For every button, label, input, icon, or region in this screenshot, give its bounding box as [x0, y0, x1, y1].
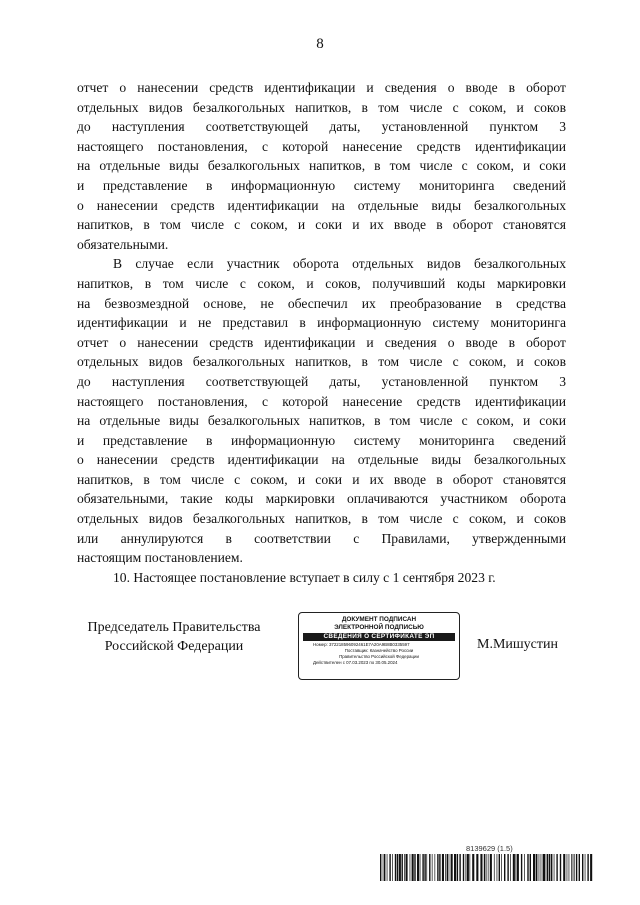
text-line: В случае если участник оборота отдельных видов безалкогольных — [113, 256, 566, 272]
text-line: напитков, в том числе с соком, и соки и их вводе в оборот становятся — [77, 217, 566, 233]
stamp-issuer: Правительство Российской Федерации — [339, 654, 419, 659]
text-line: отдельных видов безалкогольных напитков, в том числе с соком, и соков — [77, 99, 566, 115]
text-line: о нанесении средств идентификации на отдельные виды безалкогольных — [77, 197, 566, 213]
text-line: обязательными, такие коды маркировки оплачиваются участником оборота — [77, 491, 566, 507]
text-line: на отдельные виды безалкогольных напитков, в том числе с соком, и соки — [77, 413, 566, 429]
text-line: настоящего постановления, с которой нанесение средств идентификации — [77, 138, 566, 154]
signatory-title-line: Председатель Правительства — [87, 620, 261, 635]
text-line: на безвозмездной основе, не обеспечил их преобразование в средства — [77, 295, 566, 311]
text-line: отдельных видов безалкогольных напитков, в том числе с соком, и соков — [77, 511, 566, 527]
text-line: отдельных видов безалкогольных напитков, в том числе с соком, и соков — [77, 354, 566, 370]
signatory-title — [79, 618, 269, 656]
text-line: идентификации и не представил в информационную систему мониторинга — [77, 315, 566, 331]
document-code: 8139629 (1.5) — [466, 844, 513, 853]
stamp-issuer: Поставщик: Казначейство России — [344, 648, 414, 653]
text-line: настоящего постановления, с которой нанесение средств идентификации — [77, 393, 566, 409]
stamp-certificate-bar: СВЕДЕНИЯ О СЕРТИФИКАТЕ ЭП — [303, 633, 455, 641]
text-line: напитков, в том числе с соком, и соков, получивший коды маркировки — [77, 275, 566, 291]
stamp-validity: Действителен с 07.03.2023 по 30.05.2024 — [313, 660, 398, 665]
text-line: отчет о нанесении средств идентификации и сведения о вводе в оборот — [77, 334, 566, 350]
text-line: напитков, в том числе с соком, и соки и их вводе в оборот становятся — [77, 471, 566, 487]
stamp-number: Номер: 372218596092461E7A20A9B8B0335597 — [313, 642, 410, 647]
signatory-title-line: Российской Федерации — [104, 639, 244, 654]
text-line: до наступления соответствующей даты, установленной пунктом 3 — [77, 373, 566, 389]
text-line: обязательными. — [77, 236, 169, 252]
text-line: на отдельные виды безалкогольных напитков, в том числе с соком, и соки — [77, 158, 566, 174]
text-line: о нанесении средств идентификации на отдельные виды безалкогольных — [77, 452, 566, 468]
text-line: отчет о нанесении средств идентификации и сведения о вводе в оборот — [77, 80, 566, 95]
text-line: и представление в информационную систему мониторинга сведений — [77, 177, 566, 193]
barcode — [380, 854, 594, 881]
text-line: 10. Настоящее постановление вступает в силу с 1 сентября 2023 г. — [113, 569, 496, 585]
text-line: и представление в информационную систему мониторинга сведений — [77, 432, 566, 448]
stamp-heading: ЭЛЕКТРОННОЙ ПОДПИСЬЮ — [334, 624, 424, 631]
signatory-name: М.Мишустин — [477, 637, 558, 652]
document-body — [77, 78, 566, 587]
stamp-heading: ДОКУМЕНТ ПОДПИСАН — [341, 616, 417, 623]
text-line: настоящим постановлением. — [77, 550, 243, 566]
text-line: или аннулируются в соответствии с Правилами, утвержденными — [77, 530, 566, 546]
page-number: 8 — [316, 36, 324, 52]
text-line: до наступления соответствующей даты, установленной пунктом 3 — [77, 119, 566, 135]
electronic-signature-stamp — [298, 612, 460, 680]
